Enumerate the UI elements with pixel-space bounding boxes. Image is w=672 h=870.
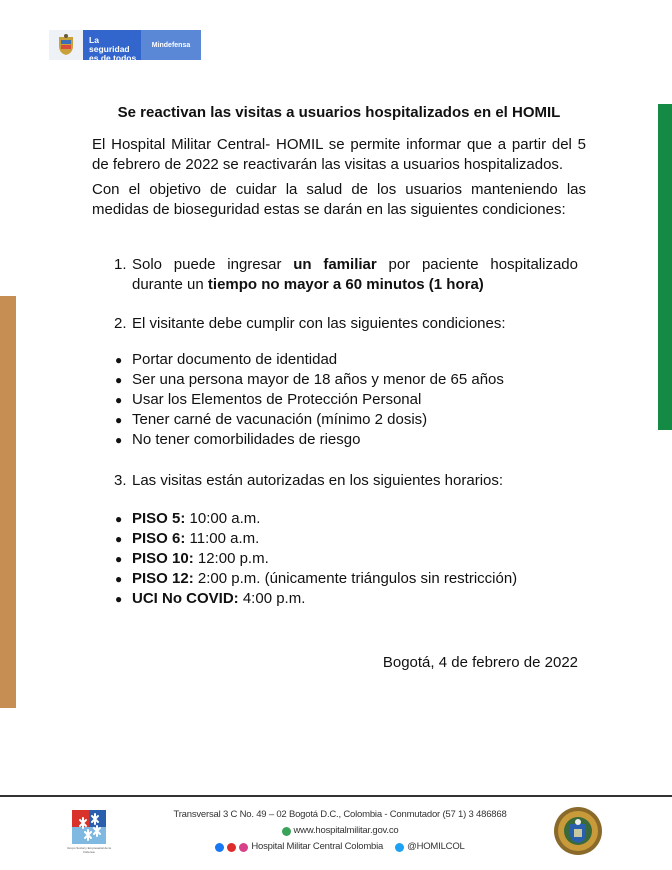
item-text-part: Solo puede ingresar [132,256,294,273]
list-item [114,410,504,430]
slogan-line-2: es de todos [89,53,137,63]
youtube-icon[interactable] [227,843,236,852]
numbered-item-1 [114,255,578,295]
bullet-icon: ● [115,572,123,586]
schedule-item [114,589,517,609]
tan-accent-bar [0,296,16,708]
schedule-list [114,509,517,609]
place-and-date: Bogotá, 4 de febrero de 2022 [382,654,578,671]
schedule-item [114,509,517,529]
item-bold-part: tiempo no mayor a 60 minutos (1 hora) [207,276,484,293]
bullet-icon: ● [115,413,123,427]
footer-website[interactable] [160,823,520,839]
schedule-item [114,569,517,589]
bullet-icon: ● [115,552,123,566]
facebook-icon[interactable] [215,843,224,852]
visit-time: 11:00 a.m. [185,530,260,547]
slogan [83,30,141,63]
bullet-icon: ● [115,353,123,367]
schedule-item [114,529,517,549]
footer-address [160,807,520,823]
address-text: Transversal 3 C No. 49 – 02 Bogotá D.C., Colombia - Conmutador (57 1) 3 486868 [173,809,507,820]
objective-paragraph: Con el objetivo de cuidar la salud de los usuarios manteniendo las medidas de bioseguridad estas se darán en las siguientes condiciones: [92,181,586,218]
bullet-icon: ● [115,532,123,546]
slogan-line-1: La seguridad [89,35,130,54]
document-title: Se reactivan las visitas a usuarios hospitalizados en el HOMIL [117,104,561,121]
green-accent-bar [658,104,672,430]
bullet-icon: ● [115,393,123,407]
twitter-handle[interactable]: @HOMILCOL [407,841,465,852]
bullet-icon: ● [115,592,123,606]
footer-social [160,839,520,855]
list-item [114,350,504,370]
list-item-text: Tener carné de vacunación (mínimo 2 dosis) [132,411,428,428]
bullet-icon: ● [115,373,123,387]
list-item [114,370,504,390]
footer-divider [0,795,672,797]
gsed-logo-icon [72,810,106,844]
list-item-text: Portar documento de identidad [132,351,338,368]
intro-paragraph: El Hospital Militar Central- HOMIL se permite informar que a partir del 5 de febrero de 2022 se reactivarán las visitas a usuarios hospitalizados. [92,136,586,173]
visit-time: 2:00 p.m. (únicamente triángulos sin restricción) [193,570,518,587]
schedule-item [114,549,517,569]
visit-time: 10:00 a.m. [185,510,261,527]
item-text-part: por paciente hospitalizado durante un [132,256,578,293]
list-item-text: Ser una persona mayor de 18 años y menor de 65 años [132,371,504,388]
item-text: El visitante debe cumplir con las siguientes condiciones: [132,315,506,332]
homil-seal-icon [553,806,603,856]
visit-time: 12:00 p.m. [193,550,269,567]
item-number: 1. [114,256,127,273]
list-item-text: Usar los Elementos de Protección Personal [132,391,422,408]
numbered-item-2 [114,314,578,334]
floor-label: PISO 12: [132,570,194,587]
ministry-label: Mindefensa [141,30,201,60]
website-link[interactable]: www.hospitalmilitar.gov.co [293,825,399,836]
item-text [132,255,578,295]
floor-label: UCI No COVID: [132,590,239,607]
item-bold-part: un familiar [293,256,377,273]
bullet-icon: ● [115,433,123,447]
instagram-icon[interactable] [239,843,248,852]
coat-of-arms-icon [49,30,83,60]
globe-icon [282,827,291,836]
footer-contact [160,807,520,855]
item-text: Las visitas están autorizadas en los siguientes horarios: [132,472,504,489]
item-number: 2. [114,315,127,332]
item-number: 3. [114,472,127,489]
conditions-list [114,350,504,450]
government-logo [49,30,201,63]
gsed-logo-caption: Grupo Social y Empresarial de la Defensa [67,846,111,854]
floor-label: PISO 5: [132,510,186,527]
floor-label: PISO 6: [132,530,186,547]
numbered-item-3 [114,471,578,491]
list-item-text: No tener comorbilidades de riesgo [132,431,361,448]
bullet-icon: ● [115,512,123,526]
twitter-icon[interactable] [395,843,404,852]
list-item [114,390,504,410]
list-item [114,430,504,450]
social-name: Hospital Militar Central Colombia [251,841,384,852]
visit-time: 4:00 p.m. [238,590,306,607]
floor-label: PISO 10: [132,550,194,567]
